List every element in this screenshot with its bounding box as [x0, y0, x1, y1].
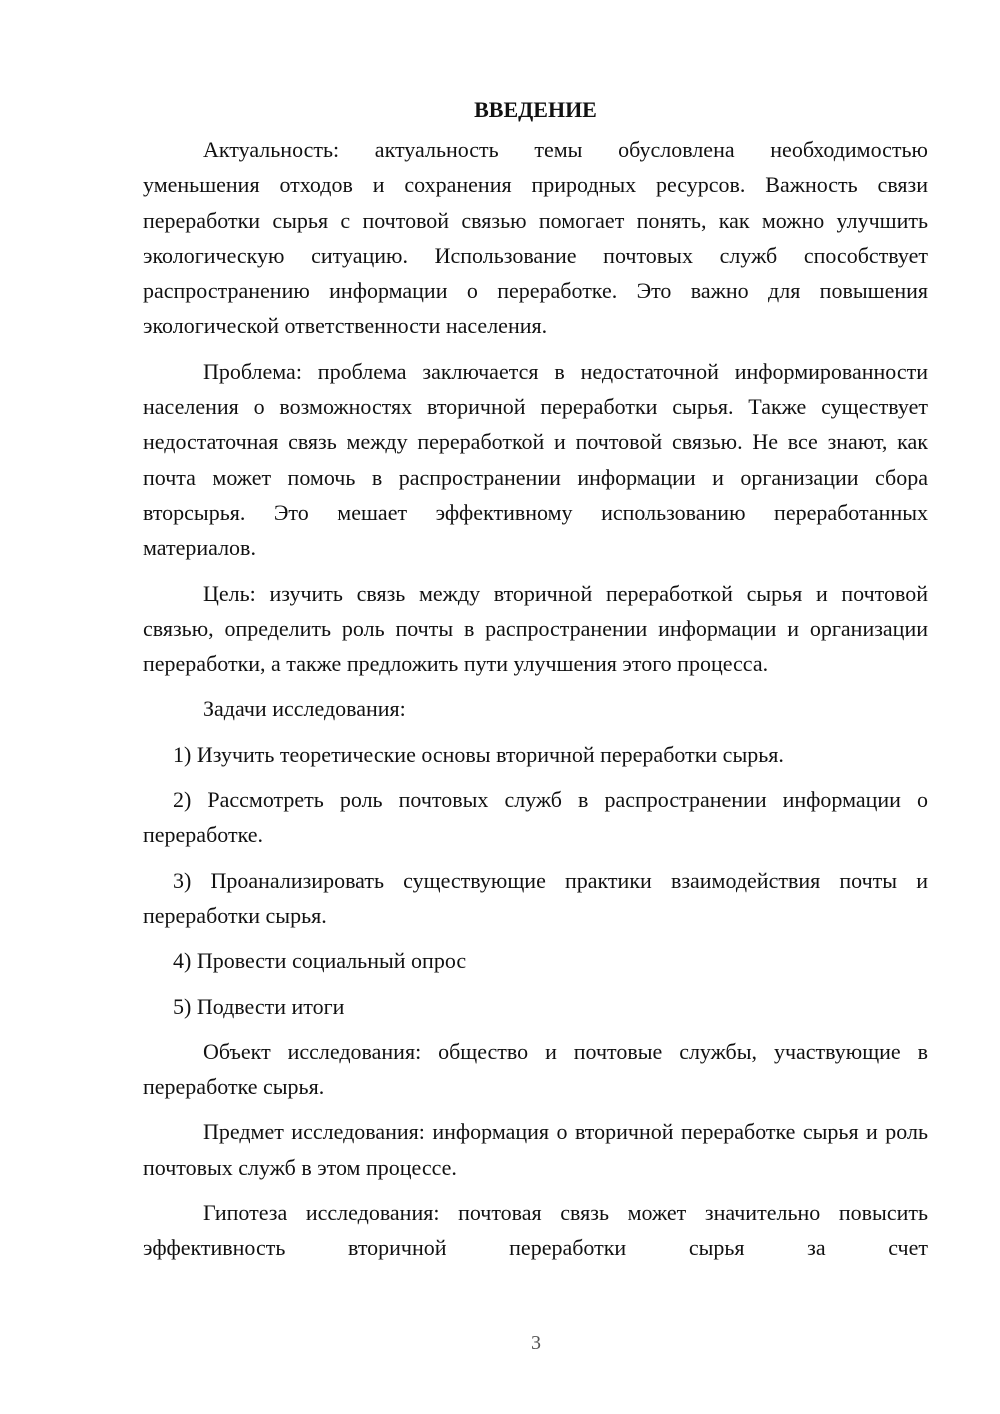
paragraph-relevance: Актуальность: актуальность темы обусловлена необходимостью уменьшения отходов и сохранения природных ресурсов. Важность связи переработки сырья с почтовой связью помогает понять, как можно улучшить экологическую ситуацию. Использование почтовых служб способствует распространению информации о переработке. Это важно для повышения экологической ответственности населения.: [143, 137, 928, 339]
page-number: 3: [531, 1332, 541, 1354]
task-item-3: 3) Проанализировать существующие практики взаимодействия почты и переработки сырья.: [143, 867, 928, 928]
document-title: ВВЕДЕНИЕ: [474, 97, 597, 122]
paragraph-object: Объект исследования: общество и почтовые службы, участвующие в переработке сырья.: [143, 1038, 928, 1100]
task-item-5: 5) Подвести итоги: [173, 993, 345, 1019]
paragraph-subject: Предмет исследования: информация о вторичной переработке сырья и роль почтовых служб в этом процессе.: [143, 1119, 928, 1180]
task-item-1: 1) Изучить теоретические основы вторичной переработки сырья.: [173, 741, 784, 767]
document-page: [143, 92, 928, 1276]
paragraph-problem: Проблема: проблема заключается в недостаточной информированности населения о возможностях вторичной переработки сырья. Также существует недостаточная связь между переработкой и почтовой связью. Не все знают, как почта может помочь в распространении информации и организации сбора вторсырья. Это мешает эффективному использованию переработанных материалов.: [143, 358, 928, 561]
paragraph-hypothesis: Гипотеза исследования: почтовая связь может значительно повысить эффективность вторичной переработки сырья за счет: [143, 1200, 928, 1261]
task-item-2: 2) Рассмотреть роль почтовых служб в распространении информации о переработке.: [143, 787, 928, 848]
paragraph-goal: Цель: изучить связь между вторичной переработкой сырья и почтовой связью, определить роль почты в распространении информации и организации переработки, а также предложить пути улучшения этого процесса.: [143, 580, 928, 677]
tasks-heading: Задачи исследования:: [203, 696, 406, 722]
task-item-4: 4) Провести социальный опрос: [173, 948, 467, 974]
